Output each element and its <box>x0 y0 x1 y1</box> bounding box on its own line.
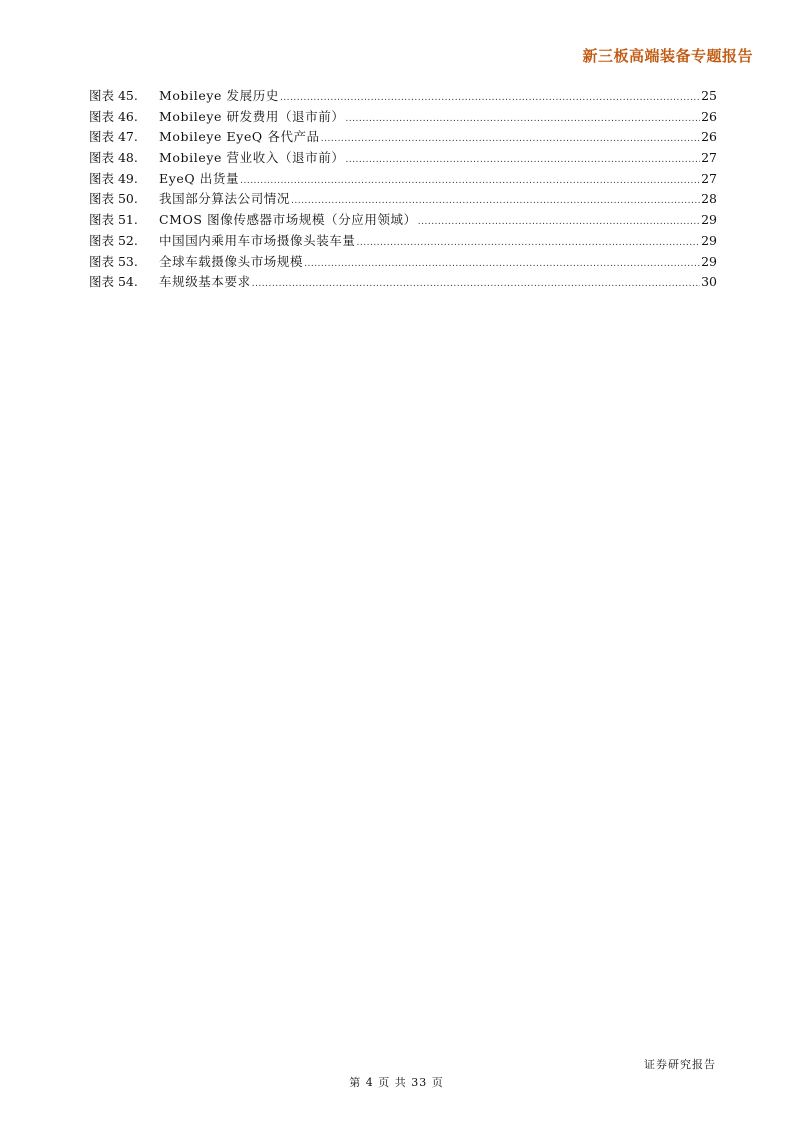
dot-leader <box>304 254 700 275</box>
toc-entry-number: 图表 53. <box>89 253 138 269</box>
toc-entry[interactable] <box>89 127 717 148</box>
toc-entry[interactable] <box>89 189 717 210</box>
toc-entry-number: 图表 54. <box>89 274 138 290</box>
toc-entry[interactable] <box>89 231 717 252</box>
toc-entry[interactable] <box>89 86 717 107</box>
toc-entry-title: 车规级基本要求 <box>159 274 251 290</box>
toc-entry-page: 29 <box>701 212 717 228</box>
toc-entry-title: Mobileye 发展历史 <box>159 88 279 103</box>
toc-entry-title: Mobileye EyeQ 各代产品 <box>159 129 320 145</box>
report-type-label: 证券研究报告 <box>644 1058 716 1071</box>
toc-entry-page: 30 <box>701 274 717 290</box>
toc-entry-number: 图表 46. <box>89 108 138 124</box>
dot-leader <box>280 88 700 109</box>
toc-entry-title: CMOS 图像传感器市场规模（分应用领域） <box>159 212 417 228</box>
dot-leader <box>291 191 700 212</box>
toc-entry-number: 图表 50. <box>89 191 138 207</box>
dot-leader <box>345 109 700 130</box>
toc-entry-number: 图表 51. <box>89 212 138 228</box>
toc-entry[interactable] <box>89 107 717 128</box>
toc-entry[interactable] <box>89 252 717 273</box>
toc-entry[interactable] <box>89 148 717 169</box>
toc-entry-page: 27 <box>701 170 717 186</box>
toc-entry-title: 全球车载摄像头市场规模 <box>159 253 304 269</box>
toc-entry-page: 29 <box>701 253 717 269</box>
dot-leader <box>252 274 700 295</box>
toc-entry-number: 图表 49. <box>89 170 138 186</box>
toc-entry-page: 29 <box>701 232 717 248</box>
dot-leader <box>345 150 700 171</box>
table-of-figures <box>89 86 717 293</box>
toc-entry-page: 27 <box>701 150 717 166</box>
toc-entry[interactable] <box>89 169 717 190</box>
toc-entry-title: Mobileye 研发费用（退市前） <box>159 108 345 124</box>
toc-entry-page: 26 <box>701 108 717 124</box>
toc-entry-page: 26 <box>701 129 717 145</box>
toc-entry-page: 28 <box>701 191 717 207</box>
toc-entry-number: 图表 47. <box>89 129 138 145</box>
toc-entry-title: EyeQ 出货量 <box>159 170 240 186</box>
toc-entry-title: Mobileye 营业收入（退市前） <box>159 150 345 166</box>
toc-entry[interactable] <box>89 272 717 293</box>
dot-leader <box>357 233 701 254</box>
dot-leader <box>418 212 700 233</box>
toc-entry[interactable] <box>89 210 717 231</box>
toc-entry-number: 图表 45. <box>89 88 138 103</box>
toc-entry-page: 25 <box>701 88 717 103</box>
report-series-title: 新三板高端装备专题报告 <box>582 47 753 65</box>
dot-leader <box>240 171 700 192</box>
toc-entry-title: 我国部分算法公司情况 <box>159 191 291 207</box>
dot-leader <box>321 129 700 150</box>
toc-entry-number: 图表 48. <box>89 150 138 166</box>
page-number: 第 4 页 共 33 页 <box>349 1076 444 1089</box>
toc-entry-title: 中国国内乘用车市场摄像头装车量 <box>159 232 356 248</box>
toc-entry-number: 图表 52. <box>89 232 138 248</box>
